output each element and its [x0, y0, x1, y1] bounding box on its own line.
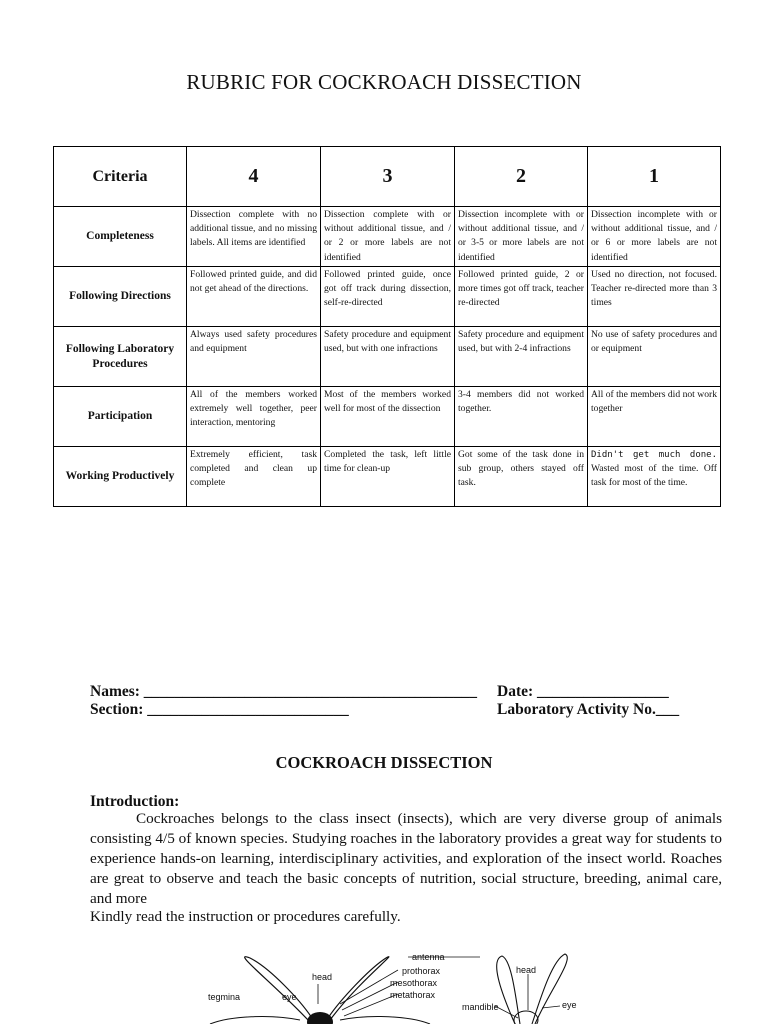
label-eye-left: eye	[282, 992, 297, 1002]
instruction-text: Kindly read the instruction or procedures carefully.	[90, 908, 401, 925]
typed-phrase: Didn't get much done.	[591, 450, 717, 460]
table-cell: Extremely efficient, task completed and clean up complete	[187, 447, 321, 507]
criterion-completeness: Completeness	[54, 207, 187, 267]
header-score-1: 1	[588, 147, 721, 207]
table-cell: Most of the members worked well for most of the dissection	[321, 387, 455, 447]
label-eye-right: eye	[562, 1000, 577, 1010]
table-cell: Dissection complete with or without additional tissue, and / or 2 or more labels are not identified	[321, 207, 455, 267]
criterion-working-productively: Working Productively	[54, 447, 187, 507]
left-antenna-shape	[245, 957, 312, 1020]
header-criteria: Criteria	[54, 147, 187, 207]
header-score-3: 3	[321, 147, 455, 207]
label-mesothorax: mesothorax	[390, 978, 438, 988]
table-cell: Used no direction, not focused. Teacher re-directed more than 3 times	[588, 267, 721, 327]
criterion-lab-procedures: Following Laboratory Procedures	[54, 327, 187, 387]
table-cell: Didn't get much done. Wasted most of the time. Off task for most of the time.	[588, 447, 721, 507]
section-field: Section: __________________________	[90, 701, 349, 718]
label-metathorax: metathorax	[390, 990, 436, 1000]
intro-paragraph: Cockroaches belongs to the class insect (insects), which are very diverse group of animals consisting 4/5 of known species. Studying roaches in the laboratory provides a great way for students to experience hands-on learning, interdisciplinary activities, and exploration of the insect world. Roaches are great to observe and teach the basic concepts of nutrition, social structure, breeding, animal care, and more	[90, 810, 722, 907]
table-cell: No use of safety procedures and or equipment	[588, 327, 721, 387]
table-cell: Dissection incomplete with or without additional tissue, and / or 6 or more labels are not identified	[588, 207, 721, 267]
table-cell: Always used safety procedures and equipment	[187, 327, 321, 387]
activity-number-field: Laboratory Activity No.___	[497, 701, 680, 718]
left-wing-shape	[210, 1017, 300, 1024]
intro-heading: Introduction:	[90, 793, 180, 810]
header-score-2: 2	[455, 147, 588, 207]
right-wing-shape	[340, 1017, 430, 1024]
left-head-shape	[307, 1012, 333, 1024]
dissection-heading: COCKROACH DISSECTION	[275, 753, 493, 772]
criterion-participation: Participation	[54, 387, 187, 447]
table-cell: Got some of the task done in sub group, others stayed off task.	[455, 447, 588, 507]
date-field: Date: _________________	[497, 683, 669, 700]
table-cell: Dissection complete with no additional tissue, and no missing labels. All items are identified	[187, 207, 321, 267]
second-antenna-right	[532, 954, 567, 1024]
table-cell: Safety procedure and equipment used, but with one infractions	[321, 327, 455, 387]
label-prothorax: prothorax	[402, 966, 441, 976]
label-tegmina: tegmina	[208, 992, 241, 1002]
rubric-title: RUBRIC FOR COCKROACH DISSECTION	[186, 70, 582, 94]
label-antenna: antenna	[412, 952, 445, 962]
names-field: Names: ___________________________________________	[90, 683, 478, 700]
table-cell: All of the members did not work together	[588, 387, 721, 447]
table-cell: Completed the task, left little time for clean-up	[321, 447, 455, 507]
label-head-left: head	[312, 972, 333, 982]
table-cell: Followed printed guide, and did not get ahead of the directions.	[187, 267, 321, 327]
label-head-right: head	[516, 965, 537, 975]
table-cell: 3-4 members did not worked together.	[455, 387, 588, 447]
table-cell: Followed printed guide, once got off track during dissection, self-re-directed	[321, 267, 455, 327]
table-cell: Safety procedure and equipment used, but with 2-4 infractions	[455, 327, 588, 387]
label-mandible: mandible	[462, 1002, 499, 1012]
table-cell: Followed printed guide, 2 or more times got off track, teacher re-directed	[455, 267, 588, 327]
table-cell: Dissection incomplete with or without additional tissue, and / or 3-5 or more labels are not identified	[455, 207, 588, 267]
cockroach-diagram	[190, 940, 590, 1024]
criterion-following-directions: Following Directions	[54, 267, 187, 327]
header-score-4: 4	[187, 147, 321, 207]
table-cell: All of the members worked extremely well together, peer interaction, mentoring	[187, 387, 321, 447]
